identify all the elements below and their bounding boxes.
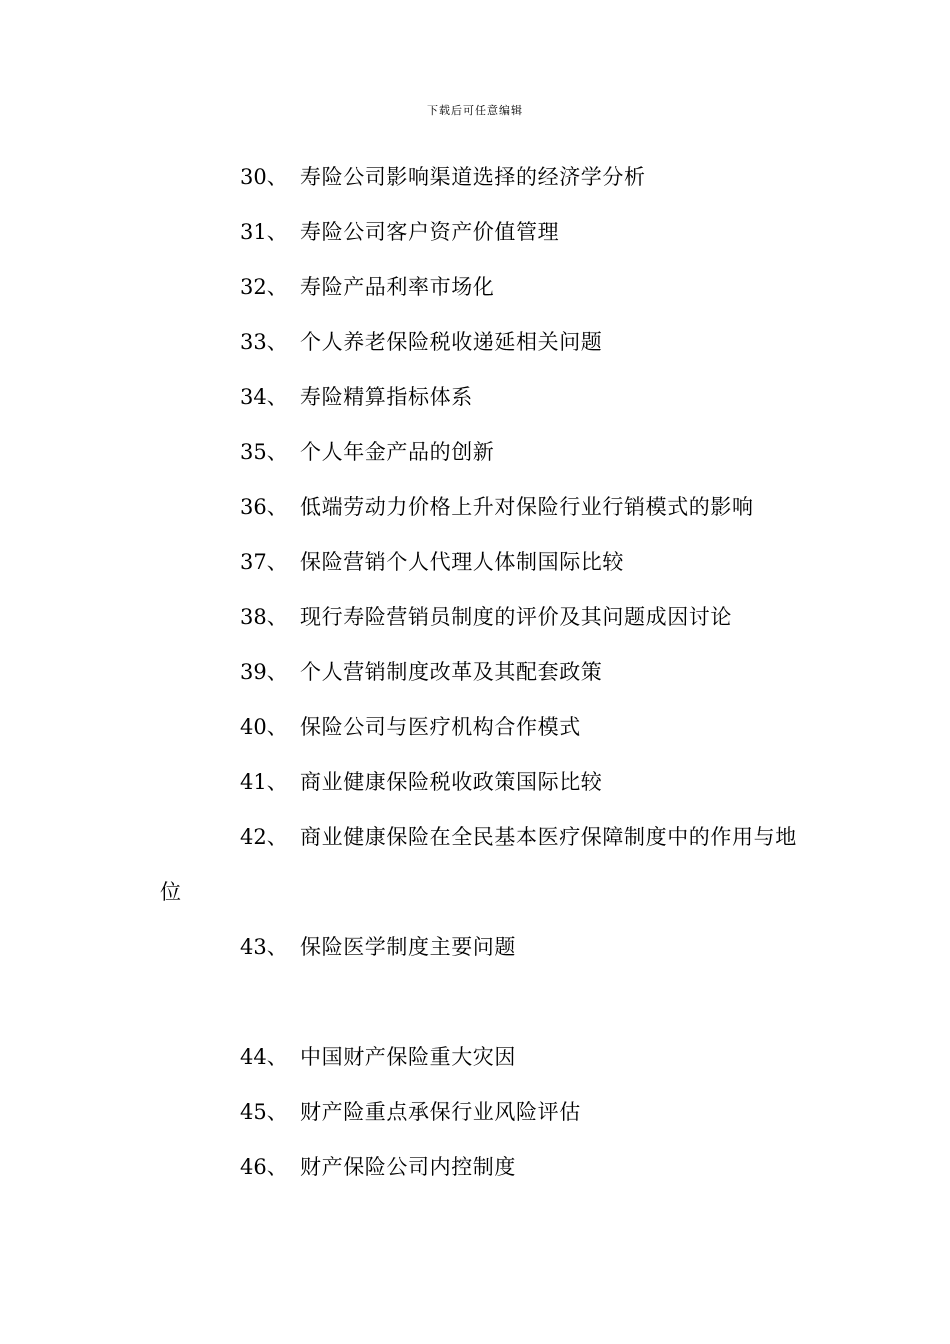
- item-number: 38、: [240, 605, 288, 629]
- item-text: 商业健康保险在全民基本医疗保障制度中的作用与地: [300, 825, 797, 849]
- list-item: [0, 315, 950, 370]
- topic-list: [0, 150, 950, 1195]
- list-item: [0, 535, 950, 590]
- item-number: 31、: [240, 220, 288, 244]
- page-header: 下载后可任意编辑: [427, 104, 523, 117]
- list-item: [0, 700, 950, 755]
- item-number: 43、: [240, 935, 288, 959]
- item-text-continuation: 位: [160, 880, 181, 904]
- item-text: 保险营销个人代理人体制国际比较: [300, 550, 624, 574]
- item-text: 中国财产保险重大灾因: [300, 1045, 516, 1069]
- list-item: [0, 810, 950, 920]
- item-number: 36、: [240, 495, 288, 519]
- list-item: [0, 425, 950, 480]
- list-item: [0, 1140, 950, 1195]
- item-number: 42、: [240, 825, 288, 849]
- list-item: [0, 480, 950, 535]
- item-text: 寿险精算指标体系: [300, 385, 473, 409]
- item-text: 商业健康保险税收政策国际比较: [300, 770, 603, 794]
- item-number: 37、: [240, 550, 288, 574]
- item-text: 寿险公司客户资产价值管理: [300, 220, 560, 244]
- item-number: 41、: [240, 770, 288, 794]
- item-number: 30、: [240, 165, 288, 189]
- list-item: [0, 150, 950, 205]
- list-item: [0, 590, 950, 645]
- item-text: 个人养老保险税收递延相关问题: [300, 330, 603, 354]
- list-item: [0, 1085, 950, 1140]
- list-item: [0, 1030, 950, 1085]
- list-item: [0, 370, 950, 425]
- item-text: 寿险公司影响渠道选择的经济学分析: [300, 165, 646, 189]
- list-item: [0, 205, 950, 260]
- item-text: 个人年金产品的创新: [300, 440, 495, 464]
- item-number: 33、: [240, 330, 288, 354]
- list-item: [0, 260, 950, 315]
- list-item: [0, 920, 950, 975]
- item-text: 保险医学制度主要问题: [300, 935, 516, 959]
- item-number: 34、: [240, 385, 288, 409]
- item-number: 39、: [240, 660, 288, 684]
- item-text: 保险公司与医疗机构合作模式: [300, 715, 581, 739]
- list-item: [0, 645, 950, 700]
- item-number: 35、: [240, 440, 288, 464]
- item-text: 个人营销制度改革及其配套政策: [300, 660, 603, 684]
- item-text: 现行寿险营销员制度的评价及其问题成因讨论: [300, 605, 732, 629]
- item-number: 40、: [240, 715, 288, 739]
- item-text: 财产保险公司内控制度: [300, 1155, 516, 1179]
- item-text: 财产险重点承保行业风险评估: [300, 1100, 581, 1124]
- item-text: 寿险产品利率市场化: [300, 275, 495, 299]
- item-number: 46、: [240, 1155, 288, 1179]
- item-number: 44、: [240, 1045, 288, 1069]
- item-text: 低端劳动力价格上升对保险行业行销模式的影响: [300, 495, 754, 519]
- item-number: 32、: [240, 275, 288, 299]
- item-number: 45、: [240, 1100, 288, 1124]
- list-item: [0, 755, 950, 810]
